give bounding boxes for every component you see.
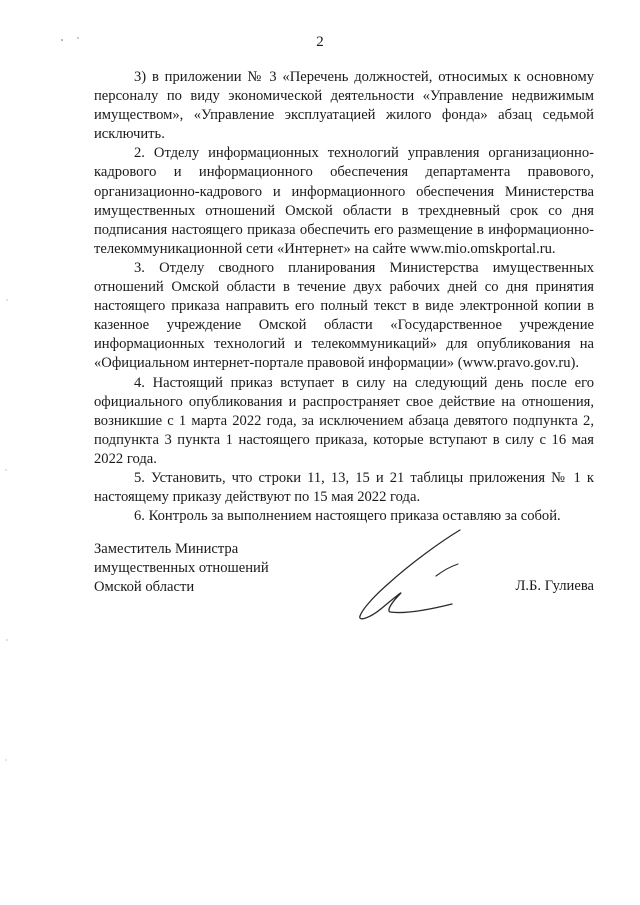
paragraph-item-6: 6. Контроль за выполнением настоящего приказа оставляю за собой. <box>134 508 561 525</box>
signature-block <box>94 540 594 630</box>
paragraph-item-5: 5. Установить, что строки 11, 13, 15 и 21 таблицы приложения № 1 к настоящему приказу действуют по 15 мая 2022 года. <box>94 469 594 506</box>
signer-title-line: Омской области <box>94 579 195 596</box>
paragraph-item-4: 4. Настоящий приказ вступает в силу на следующий день после его официального опубликования и распространяет свое действие на отношения, возникшие с 1 марта 2022 года, за исключением абзаца девятого подпункта 2, подпункта 3 пункта 1 настоящего приказа, которые вступают в силу с 16 мая 2022 года. <box>94 374 594 467</box>
signer-title-line: имущественных отношений <box>94 560 269 577</box>
signer-title <box>94 540 269 597</box>
paragraph-item-2: 2. Отделу информационных технологий управления организационно-кадрового и информационного обеспечения департамента правового, организационно-кадрового и информационного обеспечения Министерства имущественных отношений Омской области в трехдневный срок со дня подписания настоящего приказа обеспечить его размещение в информационно-телекоммуникационной сети «Интернет» на сайте www.mio.omskportal.ru. <box>94 145 594 257</box>
handwritten-signature <box>348 524 472 628</box>
page-number: 2 <box>316 34 324 50</box>
signer-name: Л.Б. Гулиева <box>515 578 594 594</box>
paragraph-item-3: 3. Отделу сводного планирования Министерства имущественных отношений Омской области в течение двух рабочих дней со дня принятия настоящего приказа направить его полный текст в виде электронной копии в казенное учреждение Омской области «Государственное учреждение информационных технологий и телекоммуникаций» для опубликования на «Официальном интернет-портале правовой информации» (www.pravo.gov.ru). <box>94 259 594 372</box>
paragraph-subitem-3: 3) в приложении № 3 «Перечень должностей, относимых к основному персоналу по виду экономической деятельности «Управление недвижимым имуществом», «Управление эксплуатацией жилого фонда» абзац седьмой исключить. <box>94 69 594 143</box>
document-body <box>94 68 594 526</box>
signer-title-line: Заместитель Министра <box>94 541 239 557</box>
